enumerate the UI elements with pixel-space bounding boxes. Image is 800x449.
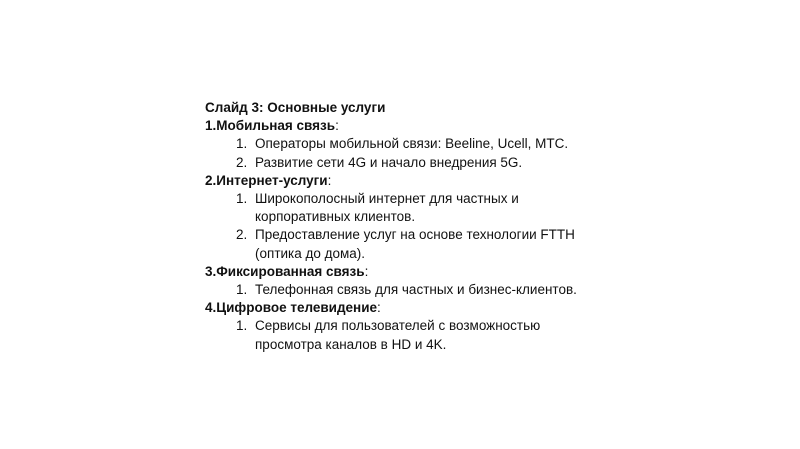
section-fixed [205,263,605,299]
list-item-marker: 1. [236,136,248,152]
list-item-marker: 1. [236,191,248,207]
list-item-marker: 1. [236,318,248,334]
section-heading [205,299,605,317]
list-item [205,154,605,172]
list-item-text: Операторы мобильной связи: Beeline, Ucell, MTC. [255,136,569,152]
list-item [205,317,605,353]
section-heading-label: 4.Цифровое телевидение [205,300,378,316]
slide-title: Слайд 3: Основные услуги [205,100,386,115]
list-item-text: Сервисы для пользователей с возможностью просмотра каналов в HD и 4K. [255,318,541,352]
list-item [205,226,605,262]
section-heading-label: 3.Фиксированная связь [205,263,365,279]
list-item-marker: 2. [236,227,248,243]
list-item-marker: 1. [236,282,248,298]
section-heading [205,172,605,190]
section-heading-label: 2.Интернет-услуги [205,172,328,188]
section-heading-label: 1.Мобильная связь [205,118,336,134]
list-item-text: Телефонная связь для частных и бизнес-клиентов. [255,282,577,298]
section-items [205,281,605,299]
section-heading-colon: : [335,118,339,134]
section-heading-colon: : [327,172,332,188]
section-heading-colon: : [377,300,381,316]
section-heading-colon: : [364,263,369,279]
section-heading [205,117,605,135]
section-heading [205,263,605,281]
section-tv [205,299,605,354]
list-item-text: Развитие сети 4G и начало внедрения 5G. [255,154,523,170]
section-items [205,190,605,263]
list-item-marker: 2. [236,154,248,170]
section-mobile [205,117,605,172]
list-item [205,135,605,153]
slide-content [205,99,605,354]
list-item-text: Предоставление услуг на основе технологии FTTH (оптика до дома). [255,227,575,261]
section-internet [205,172,605,263]
section-items [205,135,605,171]
list-item [205,190,605,226]
list-item [205,281,605,299]
list-item-text: Широкополосный интернет для частных и корпоративных клиентов. [255,191,519,225]
section-items [205,317,605,353]
